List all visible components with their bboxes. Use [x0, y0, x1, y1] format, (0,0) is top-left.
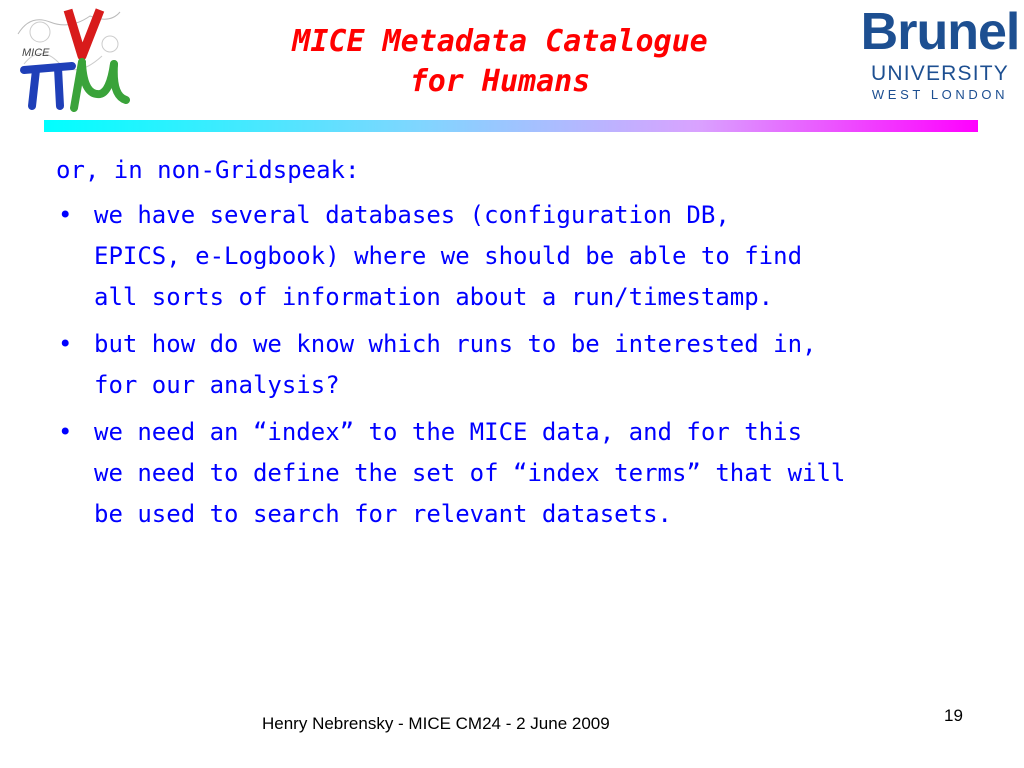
- bullet-line: but how do we know which runs to be interested in,: [94, 330, 817, 358]
- slide-title: [220, 22, 780, 102]
- footer-text: Henry Nebrensky - MICE CM24 - 2 June 2009: [262, 714, 610, 733]
- bullet-item: [56, 324, 986, 406]
- bullet-line: we need an “index” to the MICE data, and for this: [94, 418, 803, 446]
- title-line-2: for Humans: [409, 64, 591, 99]
- svg-text:MICE: MICE: [22, 47, 50, 59]
- bullet-icon: •: [58, 330, 73, 358]
- slide-body: [56, 150, 986, 541]
- bullet-icon: •: [58, 201, 73, 229]
- bullet-item: [56, 195, 986, 318]
- brunel-logo-university: UNIVERSITY: [870, 62, 1010, 85]
- mice-logo-icon: [10, 4, 135, 112]
- bullet-line: we need to define the set of “index terms” that will: [94, 459, 846, 487]
- title-divider: [44, 120, 978, 132]
- brunel-logo-location: WEST LONDON: [871, 87, 1009, 102]
- bullet-line: for our analysis?: [94, 371, 340, 399]
- bullet-line: we have several databases (configuration DB,: [94, 201, 730, 229]
- brunel-logo-name: Brunel: [860, 3, 1020, 61]
- bullet-item: [56, 412, 986, 535]
- brunel-logo-icon: [856, 2, 1024, 112]
- bullet-list: [56, 195, 986, 535]
- bullet-icon: •: [58, 418, 73, 446]
- bullet-line: EPICS, e-Logbook) where we should be able to find: [94, 242, 803, 270]
- intro-text: or, in non-Gridspeak:: [56, 156, 360, 184]
- page-number: 19: [944, 706, 963, 725]
- bullet-line: all sorts of information about a run/timestamp.: [94, 283, 774, 311]
- bullet-line: be used to search for relevant datasets.: [94, 500, 672, 528]
- title-line-1: MICE Metadata Catalogue: [292, 24, 708, 59]
